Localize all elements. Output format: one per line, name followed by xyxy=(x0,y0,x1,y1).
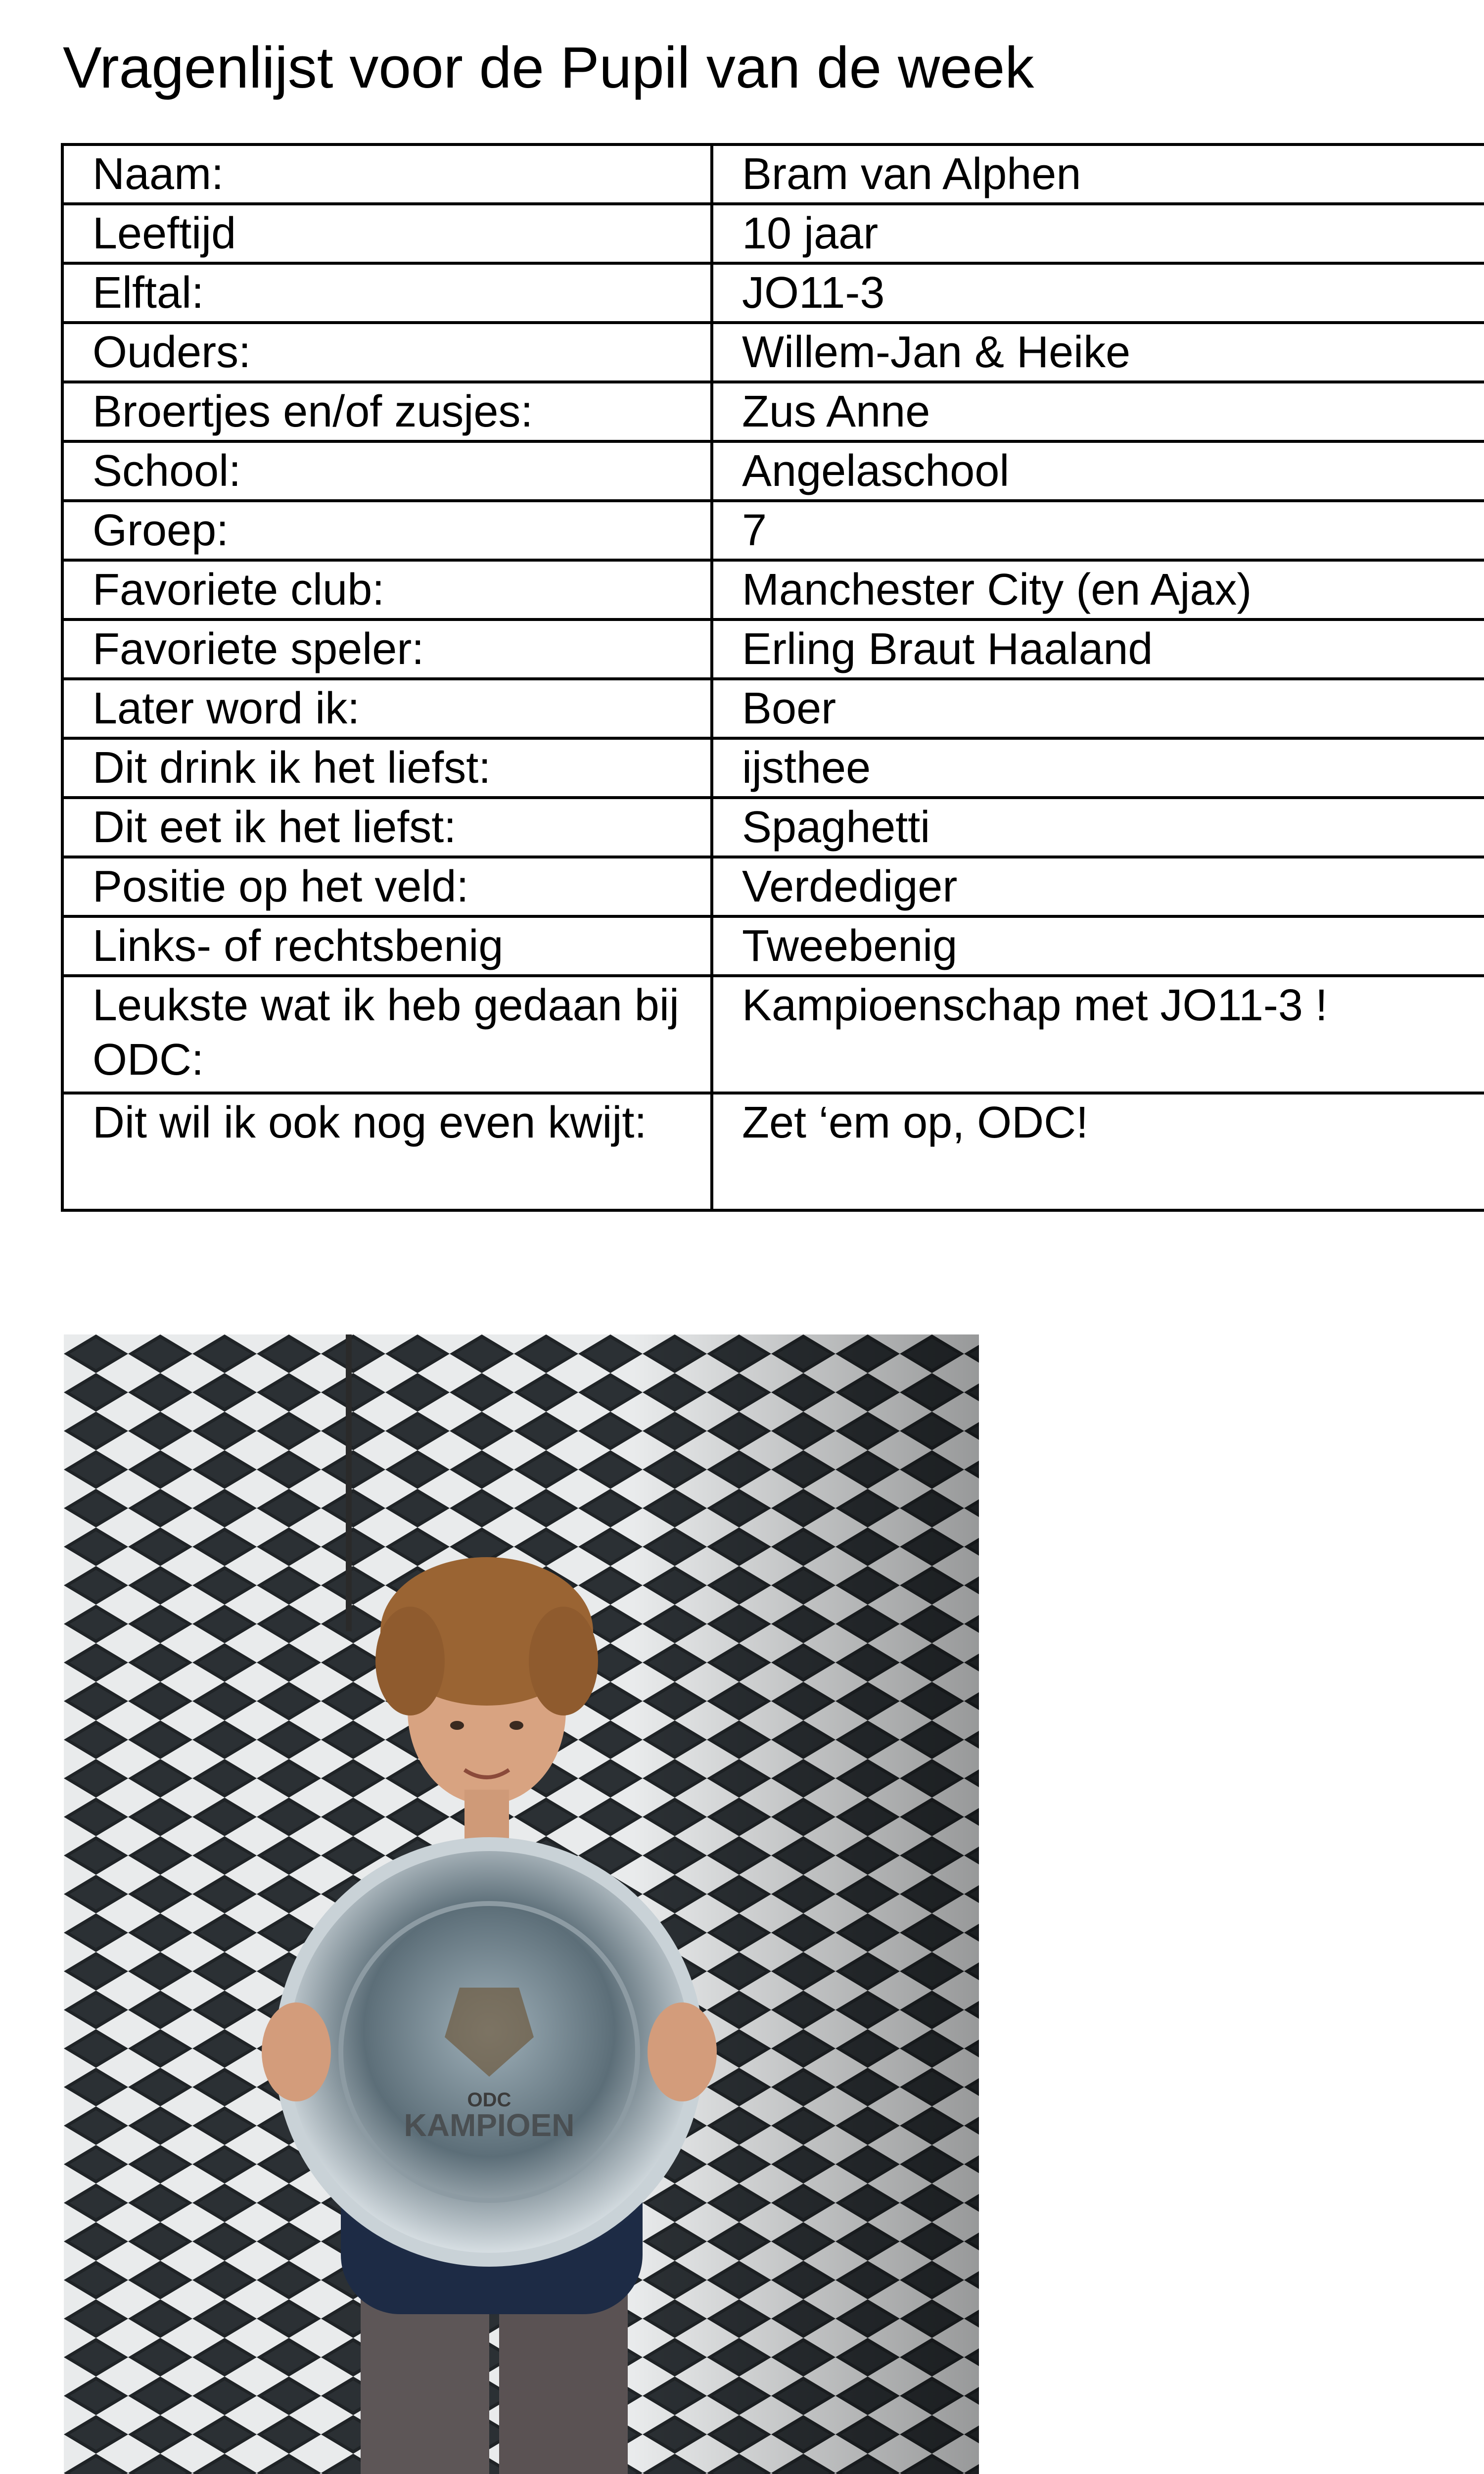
question-cell: Dit drink ik het liefst: xyxy=(62,738,712,798)
question-cell: Groep: xyxy=(62,501,712,560)
answer-cell: Angelaschool xyxy=(712,441,1484,501)
table-row xyxy=(62,916,1484,976)
answer-cell: 7 xyxy=(712,501,1484,560)
question-cell: Leeftijd xyxy=(62,204,712,263)
plate-logo-text: ODC xyxy=(467,2089,511,2111)
question-cell: School: xyxy=(62,441,712,501)
answer-cell: Spaghetti xyxy=(712,798,1484,857)
table-row xyxy=(62,144,1484,204)
table-row xyxy=(62,679,1484,738)
answer-cell: Verdediger xyxy=(712,857,1484,916)
answer-cell: Tweebenig xyxy=(712,916,1484,976)
answer-cell: Kampioenschap met JO11-3 ! xyxy=(712,976,1484,1093)
document-title: Vragenlijst voor de Pupil van de week xyxy=(63,35,1034,100)
answer-cell: Willem-Jan & Heike xyxy=(712,323,1484,382)
question-cell: Leukste wat ik heb gedaan bij ODC: xyxy=(62,976,712,1093)
questionnaire-table xyxy=(61,143,1484,1212)
table-row xyxy=(62,857,1484,916)
answer-cell: Erling Braut Haaland xyxy=(712,619,1484,679)
question-cell: Favoriete club: xyxy=(62,560,712,619)
table-row xyxy=(62,738,1484,798)
table-row xyxy=(62,441,1484,501)
answer-cell: ijsthee xyxy=(712,738,1484,798)
table-row xyxy=(62,204,1484,263)
question-cell: Ouders: xyxy=(62,323,712,382)
table-row xyxy=(62,976,1484,1093)
table-row xyxy=(62,263,1484,323)
question-cell: Dit eet ik het liefst: xyxy=(62,798,712,857)
question-cell: Positie op het veld: xyxy=(62,857,712,916)
answer-cell: 10 jaar xyxy=(712,204,1484,263)
plate-engraving: KAMPIOEN xyxy=(404,2107,575,2143)
answer-cell: Boer xyxy=(712,679,1484,738)
pupil-photo xyxy=(64,1334,979,2474)
question-cell: Favoriete speler: xyxy=(62,619,712,679)
question-cell: Naam: xyxy=(62,144,712,204)
table-row xyxy=(62,382,1484,441)
question-cell: Broertjes en/of zusjes: xyxy=(62,382,712,441)
answer-cell: Bram van Alphen xyxy=(712,144,1484,204)
answer-cell: Zus Anne xyxy=(712,382,1484,441)
table-row xyxy=(62,798,1484,857)
question-cell: Links- of rechtsbenig xyxy=(62,916,712,976)
question-cell: Later word ik: xyxy=(62,679,712,738)
answer-cell: Manchester City (en Ajax) xyxy=(712,560,1484,619)
question-cell: Dit wil ik ook nog even kwijt: xyxy=(62,1093,712,1210)
answer-cell: JO11-3 xyxy=(712,263,1484,323)
table-row xyxy=(62,1093,1484,1210)
table-row xyxy=(62,501,1484,560)
question-cell: Elftal: xyxy=(62,263,712,323)
table-row xyxy=(62,560,1484,619)
table-row xyxy=(62,619,1484,679)
table-row xyxy=(62,323,1484,382)
answer-cell: Zet ‘em op, ODC! xyxy=(712,1093,1484,1210)
